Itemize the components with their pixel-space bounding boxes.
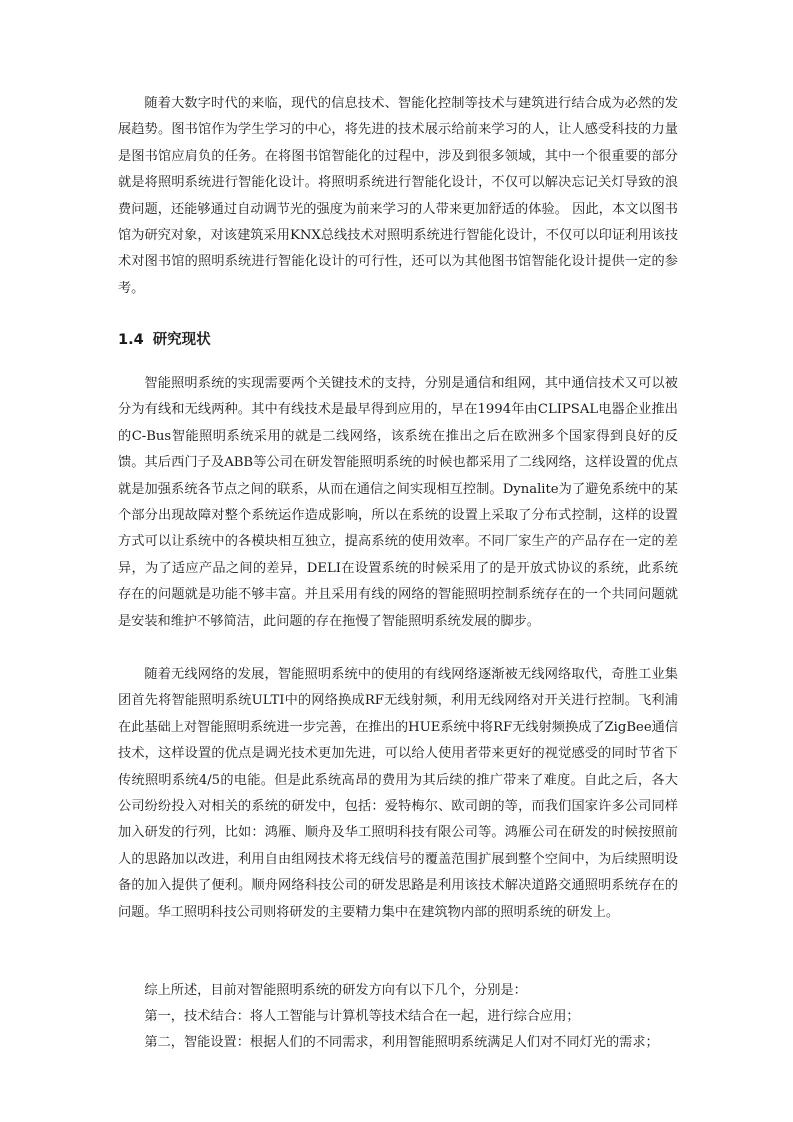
- section-title: 研究现状: [152, 332, 211, 348]
- direction-item-2: 第二，智能设置：根据人们的不同需求，利用智能照明系统满足人们对不同灯光的需求；: [144, 1035, 659, 1050]
- summary-paragraph: 综上所述，目前对智能照明系统的研发方向有以下几个，分别是：: [144, 983, 527, 998]
- section-number: 1.4: [118, 332, 144, 348]
- section-heading: [118, 330, 211, 350]
- wired-tech-paragraph: 智能照明系统的实现需要两个关键技术的支持，分别是通信和组网，其中通信技术又可以被分为有线和无线两种。其中有线技术是最早得到应用的，早在1994年由CLIPSAL电器企业推出的C-Bus智能照明系统采用的就是二线网络，该系统在推出之后在欧洲多个国家得到良好的反馈。其后西门子及ABB等公司在研发智能照明系统的时候也都采用了二线网络，这样设置的优点就是加强系统各节点之间的联系，从而在通信之间实现相互控制。Dynalite为了避免系统中的某个部分出现故障对整个系统运作造成影响，所以在系统的设置上采取了分布式控制，这样的设置方式可以让系统中的各模块相互独立，提高系统的使用效率。不同厂家生产的产品存在一定的差异，为了适应产品之间的差异，DELI在设置系统的时候采用了的是开放式协议的系统，此系统存在的问题就是功能不够丰富。并且采用有线的网络的智能照明控制系统存在的一个共同问题就是安装和维护不够简洁，此问题的存在拖慢了智能照明系统发展的脚步。: [118, 376, 678, 629]
- direction-item-1: 第一，技术结合：将人工智能与计算机等技术结合在一起，进行综合应用；: [144, 1009, 580, 1024]
- intro-paragraph: 随着大数字时代的来临，现代的信息技术、智能化控制等技术与建筑进行结合成为必然的发展趋势。图书馆作为学生学习的中心，将先进的技术展示给前来学习的人，让人感受科技的力量是图书馆应肩负的任务。在将图书馆智能化的过程中，涉及到很多领域，其中一个很重要的部分就是将照明系统进行智能化设计。将照明系统进行智能化设计，不仅可以解决忘记关灯导致的浪费问题，还能够通过自动调节光的强度为前来学习的人带来更加舒适的体验。 因此，本文以图书馆为研究对象，对该建筑采用KNX总线技术对照明系统进行智能化设计，不仅可以印证利用该技术对图书馆的照明系统进行智能化设计的可行性，还可以为其他图书馆智能化设计提供一定的参考。: [118, 96, 678, 296]
- wireless-tech-paragraph: 随着无线网络的发展，智能照明系统中的使用的有线网络逐渐被无线网络取代，奇胜工业集团首先将智能照明系统ULTI中的网络换成RF无线射频，利用无线网络对开关进行控制。飞利浦在此基础上对智能照明系统进一步完善，在推出的HUE系统中将RF无线射频换成了ZigBee通信技术，这样设置的优点是调光技术更加先进，可以给人使用者带来更好的视觉感受的同时节省下传统照明系统4/5的电能。但是此系统高昂的费用为其后续的推广带来了难度。自此之后，各大公司纷纷投入对相关的系统的研发中，包括：爱特梅尔、欧司朗的等，而我们国家许多公司同样加入研发的行列，比如：鸿雁、顺舟及华工照明科技有限公司等。鸿雁公司在研发的时候按照前人的思路加以改进，利用自由组网技术将无线信号的覆盖范围扩展到整个空间中，为后续照明设备的加入提供了便利。顺舟网络科技公司的研发思路是利用该技术解决道路交通照明系统存在的问题。华工照明科技公司则将研发的主要精力集中在建筑物内部的照明系统的研发上。: [118, 667, 679, 920]
